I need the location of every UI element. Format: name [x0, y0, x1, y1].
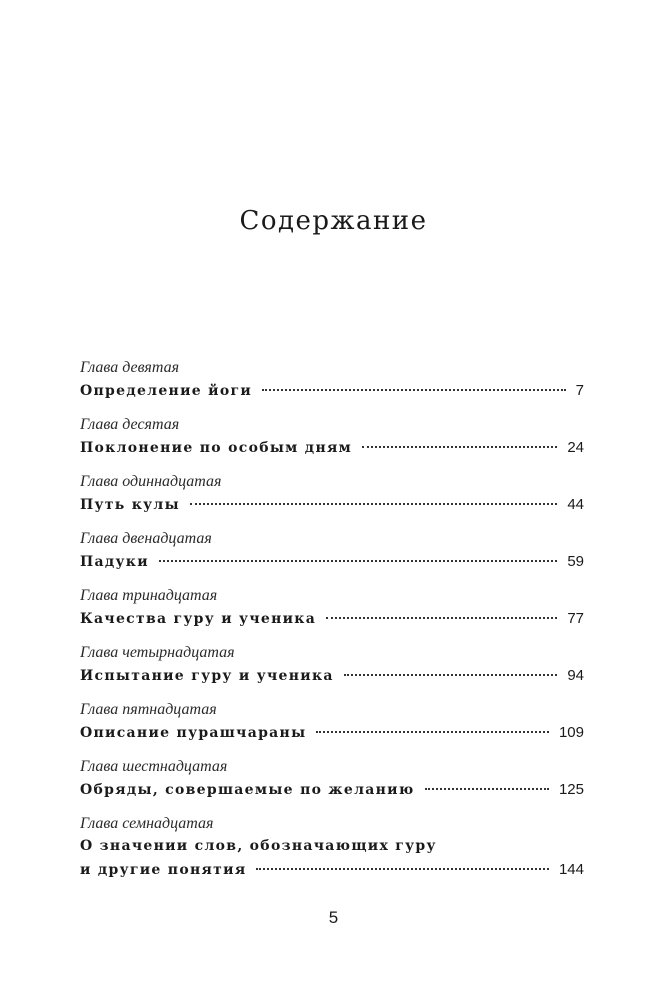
chapter-title: Поклонение по особым дням	[80, 440, 353, 456]
chapter-title: Путь кулы	[80, 497, 180, 513]
chapter-label: Глава пятнадцатая	[80, 701, 217, 718]
toc-entry[interactable]	[80, 586, 584, 630]
chapter-label: Глава шестнадцатая	[80, 758, 228, 775]
toc-entry[interactable]	[80, 757, 584, 801]
page-number: 44	[567, 496, 584, 513]
chapter-label: Глава тринадцатая	[80, 587, 218, 604]
chapter-title: Описание пурашчараны	[80, 725, 307, 741]
footer-page-number: 5	[328, 908, 339, 927]
toc-entry[interactable]	[80, 529, 584, 573]
chapter-label: Глава четырнадцатая	[80, 644, 235, 661]
dot-leader	[425, 788, 549, 790]
page-number: 59	[567, 553, 584, 570]
page-number: 24	[567, 439, 584, 456]
page-number: 7	[575, 382, 584, 399]
dot-leader	[256, 868, 549, 870]
dot-leader	[344, 674, 558, 676]
page-number: 144	[558, 861, 584, 878]
chapter-title-line-2: и другие понятия	[80, 862, 247, 878]
toc-entry[interactable]	[80, 415, 584, 459]
toc-entry[interactable]	[80, 814, 584, 881]
page-number: 109	[558, 724, 584, 741]
chapter-title: Падуки	[80, 554, 149, 570]
chapter-label: Глава семнадцатая	[80, 815, 214, 832]
chapter-title-line-1: О значении слов, обозначающих гуру	[80, 838, 437, 854]
table-of-contents	[80, 358, 584, 881]
chapter-label: Глава двенадцатая	[80, 530, 212, 547]
toc-entry[interactable]	[80, 358, 584, 402]
chapter-title: Обряды, совершаемые по желанию	[80, 782, 415, 798]
page-number: 77	[567, 610, 584, 627]
toc-entry[interactable]	[80, 472, 584, 516]
dot-leader	[190, 503, 557, 505]
page-title: Содержание	[239, 206, 428, 236]
dot-leader	[159, 560, 557, 562]
chapter-label: Глава девятая	[80, 359, 180, 376]
dot-leader	[362, 446, 557, 448]
page-number: 125	[558, 781, 584, 798]
chapter-title: Определение йоги	[80, 383, 253, 399]
chapter-label: Глава десятая	[80, 416, 180, 433]
dot-leader	[316, 731, 549, 733]
page-number: 94	[567, 667, 584, 684]
dot-leader	[262, 389, 566, 391]
chapter-title: Испытание гуру и ученика	[80, 668, 334, 684]
dot-leader	[326, 617, 557, 619]
chapter-title: Качества гуру и ученика	[80, 611, 317, 627]
toc-entry[interactable]	[80, 643, 584, 687]
toc-entry[interactable]	[80, 700, 584, 744]
chapter-label: Глава одиннадцатая	[80, 473, 222, 490]
